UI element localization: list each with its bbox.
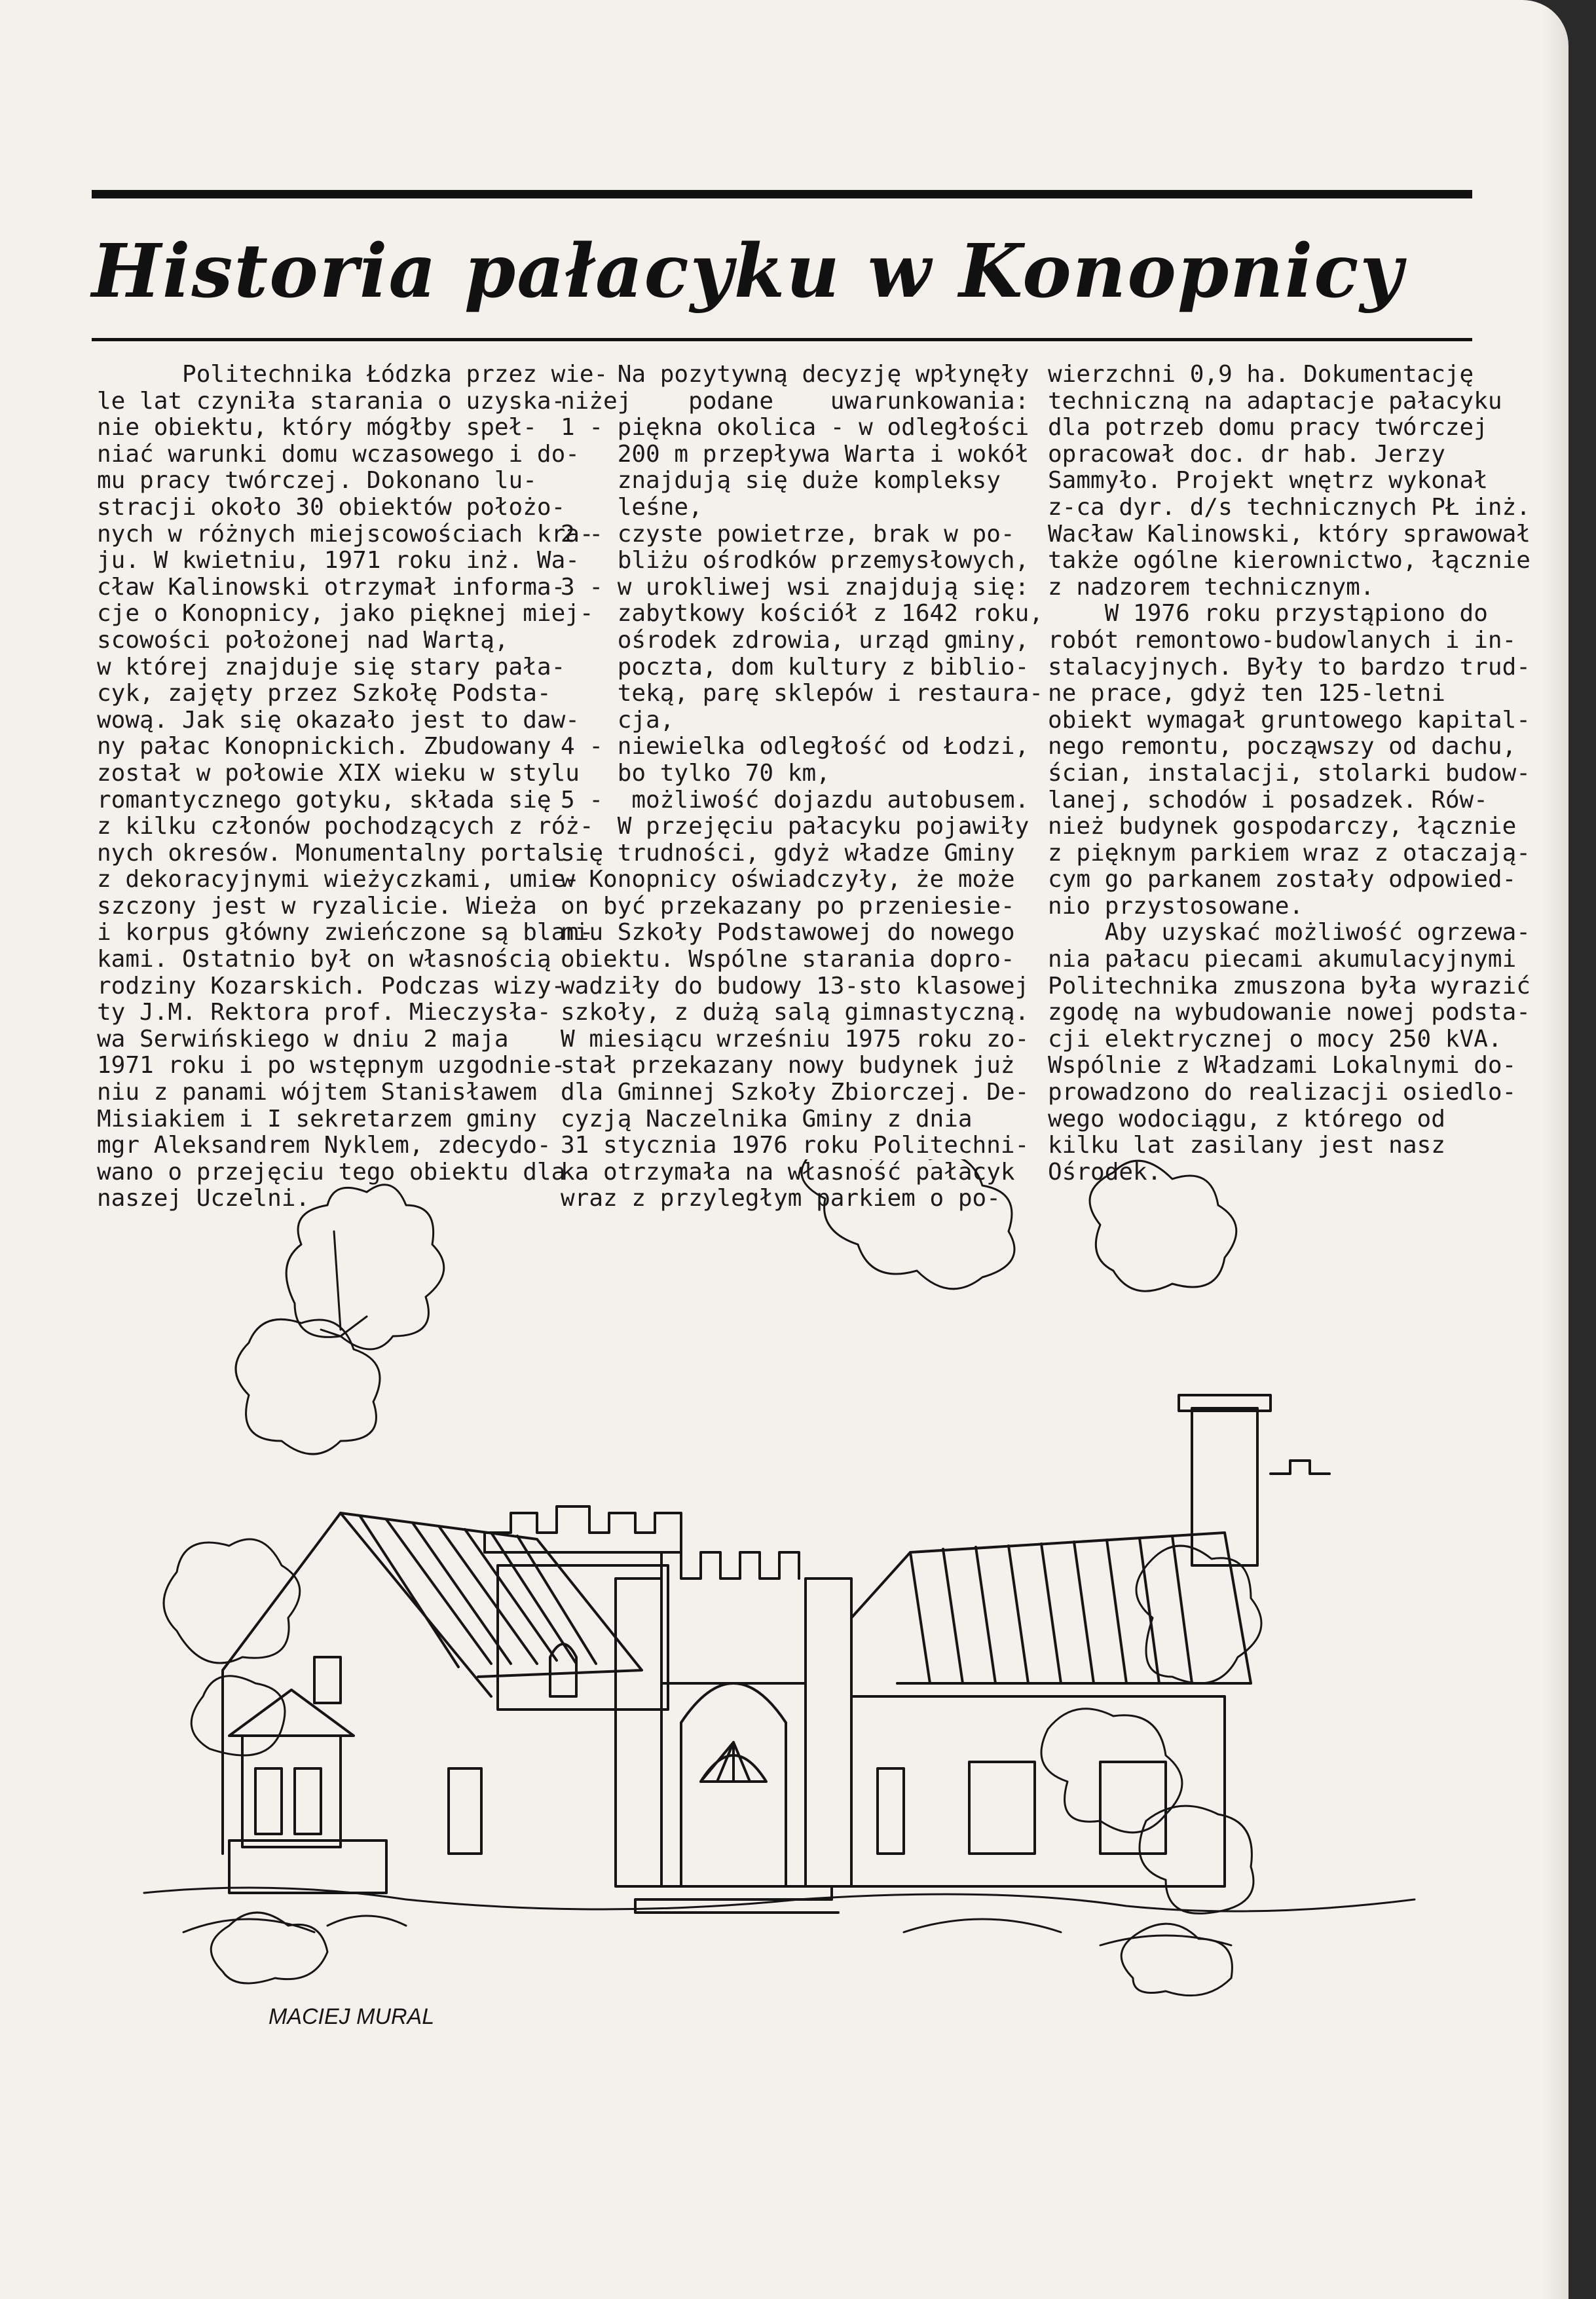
- artist-signature: MACIEJ MURAL: [269, 2004, 435, 2029]
- text-line: dla Gminnej Szkoły Zbiorczej. De-: [561, 1079, 1030, 1106]
- text-line: niu z panami wójtem Stanisławem: [97, 1079, 537, 1106]
- text-line: dla potrzeb domu pracy twórczej: [1048, 414, 1488, 441]
- text-line: mu pracy twórczej. Dokonano lu-: [97, 467, 537, 495]
- text-line: wano o przejęciu tego obiektu dla: [97, 1158, 566, 1186]
- text-line: W 1976 roku przystąpiono do: [1048, 600, 1488, 627]
- text-line: nych w różnych miejscowościach kra-: [97, 520, 594, 548]
- text-line: Na pozytywną decyzję wpłynęły: [561, 361, 1030, 388]
- text-line: Misiakiem i I sekretarzem gminy: [97, 1105, 537, 1132]
- chimney: [1179, 1395, 1329, 1565]
- text-line: się trudności, gdyż władze Gminy: [561, 839, 1015, 867]
- text-line: scowości położonej nad Wartą,: [97, 626, 509, 654]
- text-line: cja,: [561, 706, 675, 734]
- text-line: wraz z przyległym parkiem o po-: [561, 1185, 1001, 1212]
- text-line: 31 stycznia 1976 roku Politechni-: [561, 1132, 1030, 1159]
- text-line: stracji około 30 obiektów położo-: [97, 493, 566, 521]
- text-line: ścian, instalacji, stolarki budow-: [1048, 759, 1531, 787]
- text-line: 1971 roku i po wstępnym uzgodnie-: [97, 1052, 566, 1079]
- text-line: szkoły, z dużą salą gimnastyczną.: [561, 999, 1030, 1026]
- text-line: niu Szkoły Podstawowej do nowego: [561, 919, 1015, 946]
- text-line: bo tylko 70 km,: [561, 759, 830, 787]
- text-line: opracował doc. dr hab. Jerzy: [1048, 440, 1445, 468]
- text-line: W przejęciu pałacyku pojawiły: [561, 813, 1030, 840]
- text-line: 4 - niewielka odległość od Łodzi,: [561, 733, 1030, 760]
- text-line: ju. W kwietniu, 1971 roku inż. Wa-: [97, 547, 580, 574]
- palace-drawing: [118, 1159, 1454, 2234]
- text-line: Politechnika zmuszona była wyrazić: [1048, 972, 1531, 1000]
- text-line: kilku lat zasilany jest nasz: [1048, 1132, 1445, 1159]
- text-line: z pięknym parkiem wraz z otaczają-: [1048, 839, 1531, 867]
- text-line: stał przekazany nowy budynek już: [561, 1052, 1015, 1079]
- text-line: nie obiektu, który mógłby speł-: [97, 414, 537, 441]
- text-line: i korpus główny zwieńczone są blan-: [97, 919, 594, 946]
- text-line: cji elektrycznej o mocy 250 kVA.: [1048, 1025, 1502, 1053]
- text-line: prowadzono do realizacji osiedlo-: [1048, 1079, 1517, 1106]
- text-line: rodziny Kozarskich. Podczas wizy-: [97, 972, 566, 1000]
- text-line: Politechnika Łódzka przez wie-: [97, 361, 608, 388]
- text-line: on być przekazany po przeniesie-: [561, 892, 1015, 920]
- text-line: Wspólnie z Władzami Lokalnymi do-: [1048, 1052, 1517, 1079]
- text-line: robót remontowo-budowlanych i in-: [1048, 626, 1517, 654]
- text-line: stalacyjnych. Były to bardzo trud-: [1048, 653, 1531, 681]
- text-line: także ogólne kierownictwo, łącznie: [1048, 547, 1531, 574]
- title-bottom-rule: [92, 338, 1472, 341]
- text-line: ne prace, gdyż ten 125-letni: [1048, 680, 1445, 707]
- text-line: w której znajduje się stary pała-: [97, 653, 566, 681]
- article-title: Historia pałacyku w Konopnicy: [92, 229, 1404, 314]
- text-line: kami. Ostatnio był on własnością: [97, 946, 551, 973]
- text-line: z-ca dyr. d/s technicznych PŁ inż.: [1048, 493, 1531, 521]
- text-line: techniczną na adaptacje pałacyku: [1048, 387, 1502, 415]
- text-line: z kilku członów pochodzących z róż-: [97, 813, 594, 840]
- text-line: ty J.M. Rektora prof. Mieczysła-: [97, 999, 551, 1026]
- text-line: wego wodociągu, z którego od: [1048, 1105, 1445, 1132]
- text-line: obiekt wymagał gruntowego kapital-: [1048, 706, 1531, 734]
- text-line: obiektu. Wspólne starania dopro-: [561, 946, 1015, 973]
- text-line: cław Kalinowski otrzymał informa-: [97, 573, 566, 601]
- text-line: W miesiącu wrześniu 1975 roku zo-: [561, 1025, 1030, 1053]
- text-line: Aby uzyskać możliwość ogrzewa-: [1048, 919, 1531, 946]
- text-column-3: [1048, 361, 1531, 1186]
- text-line: wową. Jak się okazało jest to daw-: [97, 706, 580, 734]
- title-top-rule: [92, 190, 1472, 198]
- text-line: wierzchni 0,9 ha. Dokumentację: [1048, 361, 1474, 388]
- text-line: szczony jest w ryzalicie. Wieża: [97, 892, 537, 920]
- text-line: mgr Aleksandrem Nyklem, zdecydo-: [97, 1132, 551, 1159]
- text-line: nież budynek gospodarczy, łącznie: [1048, 813, 1517, 840]
- text-line: nego remontu, począwszy od dachu,: [1048, 733, 1517, 760]
- text-line: niżej podane uwarunkowania:: [561, 387, 1030, 415]
- left-wing: [223, 1513, 642, 1893]
- text-line: 1 - piękna okolica - w odległości: [561, 414, 1030, 441]
- text-line: leśne,: [561, 493, 703, 521]
- text-line: naszej Uczelni.: [97, 1185, 310, 1212]
- text-column-2: [561, 361, 1043, 1212]
- tree-left: [164, 1185, 444, 1755]
- text-line: znajdują się duże kompleksy: [561, 467, 1001, 495]
- text-line: le lat czyniła starania o uzyska-: [97, 387, 566, 415]
- text-column-1: [97, 361, 608, 1212]
- text-line: z dekoracyjnymi wieżyczkami, umie-: [97, 866, 580, 893]
- text-line: w Konopnicy oświadczyły, że może: [561, 866, 1015, 893]
- text-line: cje o Konopnicy, jako pięknej miej-: [97, 600, 594, 627]
- text-line: romantycznego gotyku, składa się: [97, 786, 551, 813]
- text-line: niać warunki domu wczasowego i do-: [97, 440, 580, 468]
- text-line: 2 - czyste powietrze, brak w po-: [561, 520, 1015, 548]
- text-line: 5 - możliwość dojazdu autobusem.: [561, 786, 1030, 813]
- text-line: zgodę na wybudowanie nowej podsta-: [1048, 999, 1531, 1026]
- text-line: zabytkowy kościół z 1642 roku,: [561, 600, 1043, 627]
- ground: [144, 1888, 1415, 1996]
- text-line: lanej, schodów i posadzek. Rów-: [1048, 786, 1488, 813]
- right-wing: [851, 1533, 1251, 1886]
- portal: [616, 1552, 851, 1913]
- text-line: cyzją Naczelnika Gminy z dnia: [561, 1105, 973, 1132]
- text-line: wa Serwińskiego w dniu 2 maja: [97, 1025, 509, 1053]
- text-line: cym go parkanem zostały odpowied-: [1048, 866, 1517, 893]
- text-line: Ośrodek.: [1048, 1158, 1162, 1186]
- text-line: bliżu ośrodków przemysłowych,: [561, 547, 1030, 574]
- text-line: nio przystosowane.: [1048, 892, 1304, 920]
- text-line: 200 m przepływa Warta i wokół: [561, 440, 1030, 468]
- text-line: nych okresów. Monumentalny portal: [97, 839, 566, 867]
- text-line: ka otrzymała na własność pałacyk: [561, 1158, 1015, 1186]
- text-line: ośrodek zdrowia, urząd gminy,: [561, 626, 1030, 654]
- text-line: nia pałacu piecami akumulacyjnymi: [1048, 946, 1517, 973]
- text-line: wadziły do budowy 13-sto klasowej: [561, 972, 1030, 1000]
- text-line: 3 - w urokliwej wsi znajdują się:: [561, 573, 1030, 601]
- text-line: Wacław Kalinowski, który sprawował: [1048, 520, 1531, 548]
- text-line: Sammyło. Projekt wnętrz wykonał: [1048, 467, 1488, 495]
- text-line: z nadzorem technicznym.: [1048, 573, 1375, 601]
- text-line: ny pałac Konopnickich. Zbudowany: [97, 733, 551, 760]
- text-line: został w połowie XIX wieku w stylu: [97, 759, 580, 787]
- text-line: poczta, dom kultury z biblio-: [561, 653, 1030, 681]
- text-line: cyk, zajęty przez Szkołę Podsta-: [97, 680, 551, 707]
- text-line: teką, parę sklepów i restaura-: [561, 680, 1043, 707]
